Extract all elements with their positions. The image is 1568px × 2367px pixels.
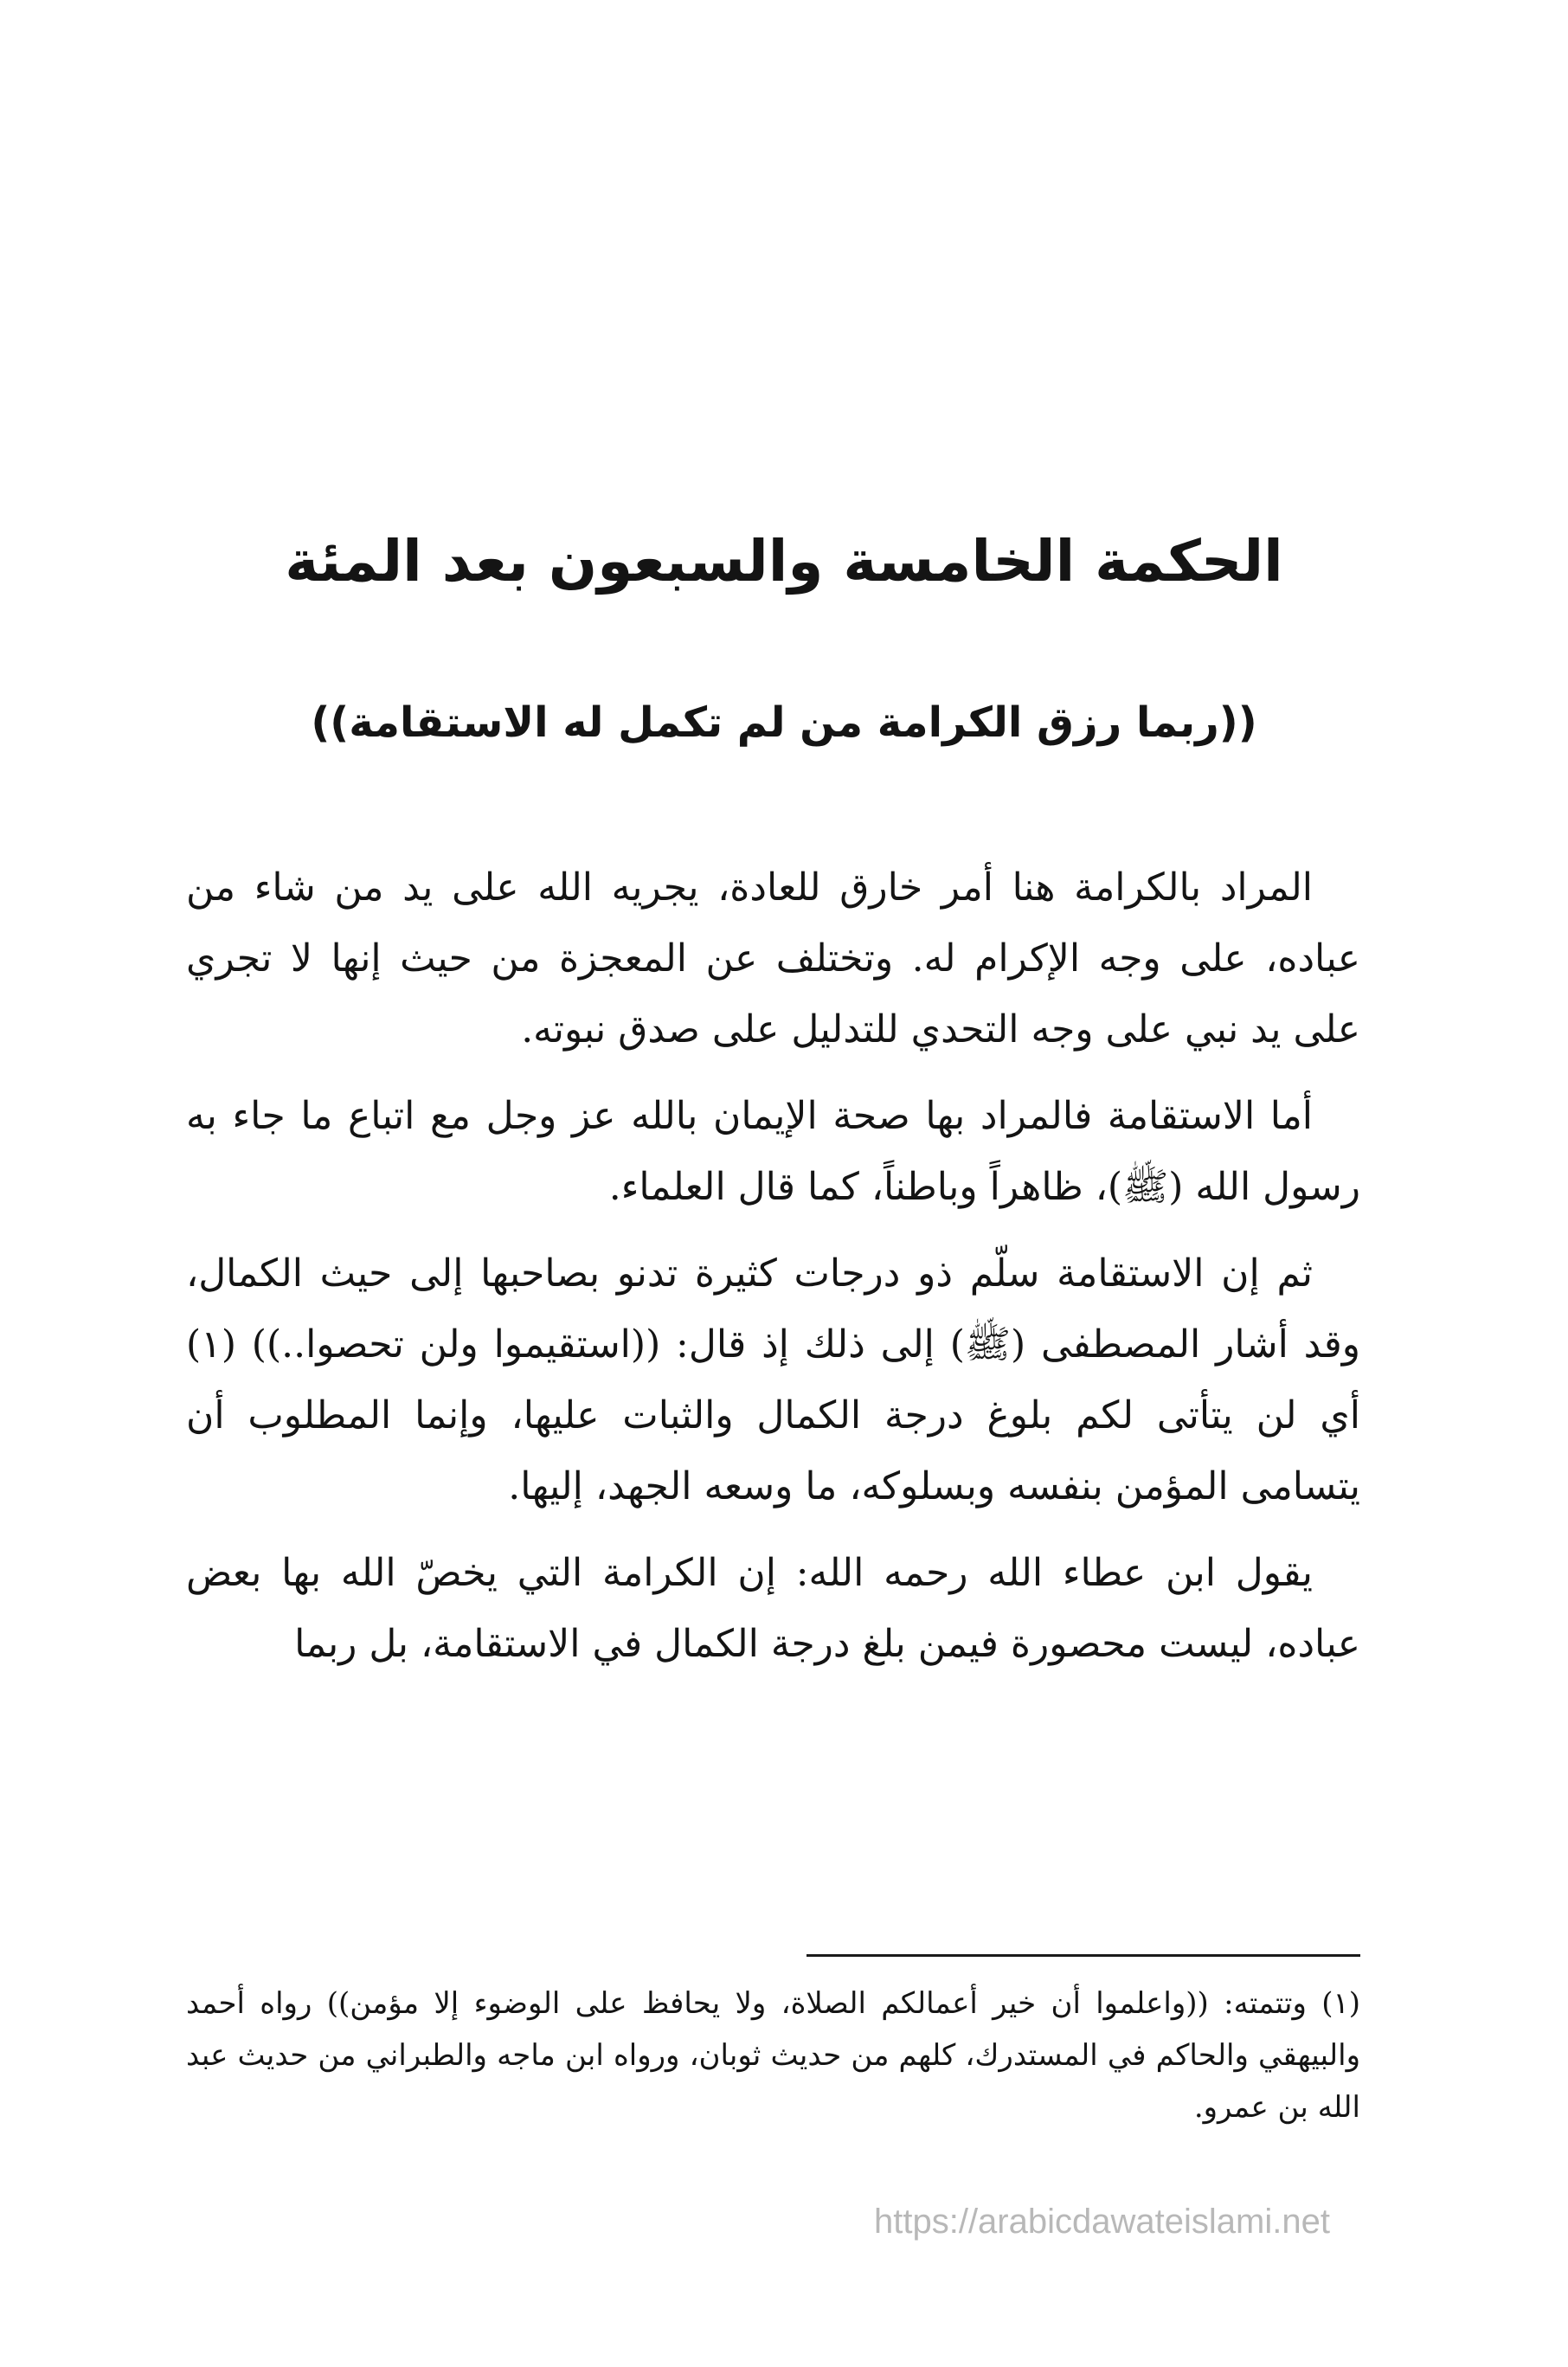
footnote: (١) وتتمته: ((واعلموا أن خير أعمالكم الصلاة، ولا يحافظ على الوضوء إلا مؤمن)) رواه أحمد والبيهقي والحاكم في المستدرك، كلهم من حديث ثوبان، ورواه ابن ماجه والطبراني من حديث عبد الله بن عمرو. [186,1986,1360,2125]
page-subtitle: ((ربما رزق الكرامة من لم تكمل له الاستقامة)) [311,698,1257,747]
watermark-url: https://arabicdawateislami.net [874,2203,1330,2241]
page-title: الحكمة الخامسة والسبعون بعد المئة [285,528,1283,595]
paragraph: المراد بالكرامة هنا أمر خارق للعادة، يجريه الله على يد من شاء من عباده، على وجه الإكرام له. وتختلف عن المعجزة من حيث إنها لا تجري على يد نبي على وجه التحدي للتدليل على صدق نبوته. [186,865,1360,1052]
paragraph: أما الاستقامة فالمراد بها صحة الإيمان بالله عز وجل مع اتباع ما جاء به رسول الله (ﷺ)، ظاهراً وباطناً، كما قال العلماء. [186,1094,1360,1209]
paragraph: ثم إن الاستقامة سلّم ذو درجات كثيرة تدنو بصاحبها إلى حيث الكمال، وقد أشار المصطفى (ﷺ) إلى ذلك إذ قال: ((استقيموا ولن تحصوا..)) (١) أي لن يتأتى لكم بلوغ درجة الكمال والثبات عليها، وإنما المطلوب أن يتسامى المؤمن بنفسه وبسلوكه، ما وسعه الجهد، إليها. [186,1251,1360,1508]
body-text [186,852,1360,1695]
footnote-divider [806,1954,1360,1957]
paragraph: يقول ابن عطاء الله رحمه الله: إن الكرامة التي يخصّ الله بها بعض عباده، ليست محصورة فيمن بلغ درجة الكمال في الاستقامة، بل ربما [186,1551,1360,1666]
